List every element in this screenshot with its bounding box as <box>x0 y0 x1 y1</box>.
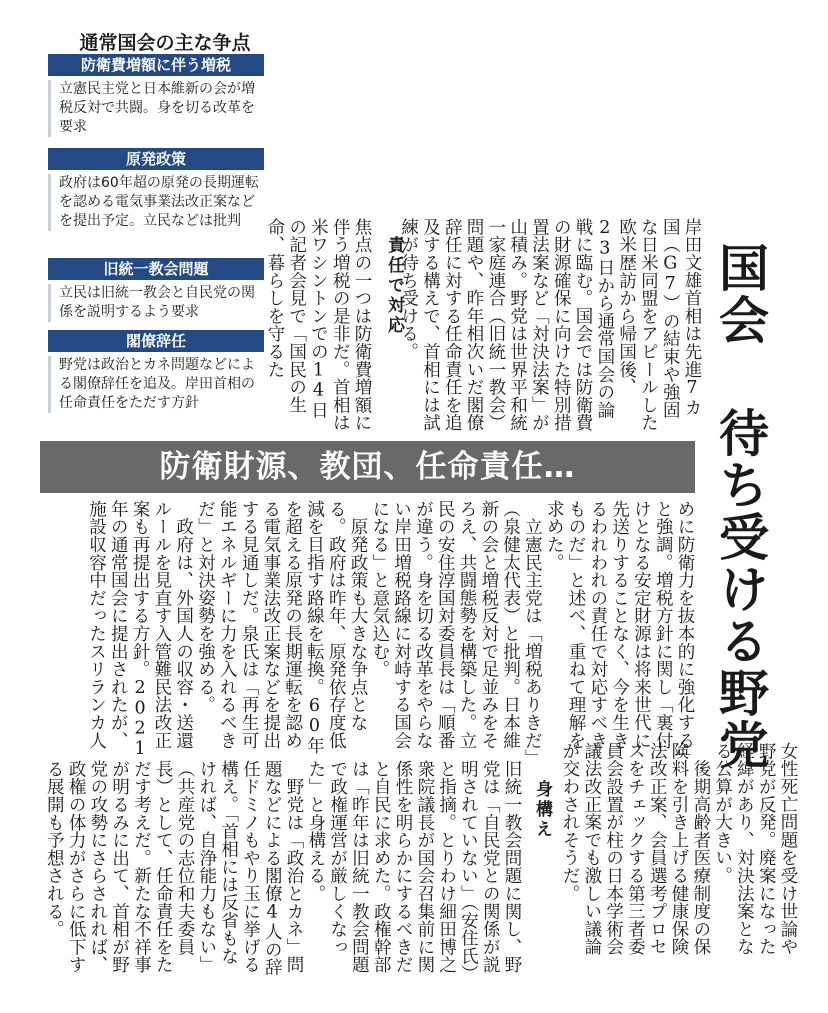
sidebar-body-tax: 立憲民主党と日本維新の会が増税反対で共闘。身を切る改革を要求 <box>48 80 261 137</box>
article-title: 国会 待ち受ける野党 <box>711 242 770 771</box>
article-migamae: 旧統一教会問題に関し、野党は「自民党との関係が説明されていない」（安住氏）と指摘。とりわけ細田博之衆院議長が国会召集前に関係性を明らかにするべきだと自民に求めた。政権幹部は「昨年は旧統一教会問題で政権運営が厳しくなった」と身構える。 野党は「政治とカネ」問題などによる閣僚4人の辞任ドミノもやり玉に挙げる構え。「首相には反省もなければ、自浄能力もない」（共産党の志位和夫委員長）として、任命責任をただす考えだ。新たな不祥事が明るみに出て、首相が野党の攻勢にさらされれば、政権の体力がさらに低下する展開も予想される。 <box>44 760 522 977</box>
article-upper-left: 焦点の一つは防衛費増額に伴う増税の是非だ。首相は米ワシントンでの14日の記者会見で「国民の生命、暮らしを守るた <box>264 218 372 432</box>
sidebar-title: 通常国会の主な争点 <box>79 32 251 54</box>
sidebar-body-resign: 野党は政治とカネ問題などによる閣僚辞任を追及。岸田首相の任命責任をただす方針 <box>48 356 261 413</box>
subhead-sekinin: 責任で対応 <box>384 236 404 336</box>
sidebar-body-nuclear: 政府は60年超の原発の長期運転を認める電気事業法改正案などを提出予定。立民などは批判 <box>48 174 261 231</box>
sidebar-heading-resign: 閣僚辞任 <box>48 330 264 352</box>
sidebar-heading-nuclear: 原発政策 <box>48 148 264 170</box>
sidebar-body-church: 立民は旧統一教会と自民党の関係を説明するよう要求 <box>48 284 261 322</box>
sidebar-heading-church: 旧統一教会問題 <box>48 258 264 280</box>
article-lead: 岸田文雄首相は先進7カ国（G7）の結束や強固な日米同盟をアピールした欧米歴訪から帰国後、23日から通常国会の論戦に臨む。国会では防衛費の財源確保に向けた特別措置法案など「対決法案」が山積み。野党は世界平和統一家庭連合（旧統一教会）問題や、昨年相次いだ閣僚辞任に対する任命責任を追及する構えで、首相には試練が待ち受ける。 <box>398 218 702 432</box>
headline-banner: 防衛財源、教団、任命責任… <box>40 441 695 493</box>
article-lower-left: めに防衛力を抜本的に強化する」と強調。増税方針に関し「裏付けとなる安定財源は将来世代に先送りすることなく、今を生きるわれわれの責任で対応すべきものだ」と述べ、重ねて理解を求めた。 立憲民主党は「増税ありきだ」（泉健太代表）と批判。日本維新の会と増税反対で足並みをそろえ、共闘態勢を構築した。立民の安住淳国対委員長は「順番が違う。身を切る改革をやらない岸田増税路線に対峙する国会になる」と意気込む。 原発政策も大きな争点となる。政府は昨年、原発依存度低減を目指す路線を転換。60年を超える原発の長期運転を認める電気事業法改正案などを提出する見通しだ。泉氏は「再生可能エネルギーに力を入れるべきだ」と対決姿勢を強める。 政府は、外国人の収容・送還ルールを見直す入管難民法改正案も再提出する方針。2021年の通常国会に提出されたが、施設収容中だったスリランカ人 <box>86 500 695 760</box>
article-lower-right: 女性死亡問題を受け世論や野党が反発。廃案になった経緯があり、対決法案となる公算が大きい。 後期高齢者医療制度の保険料を引き上げる健康保険法改正案、会員選考プロセスをチェックする第三者委員会設置が柱の日本学術会議法改正案でも激しい議論が交わされそうだ。 <box>560 742 798 956</box>
subhead-migamae: 身構え <box>532 780 552 840</box>
sidebar-heading-tax: 防衛費増額に伴う増税 <box>48 54 264 76</box>
